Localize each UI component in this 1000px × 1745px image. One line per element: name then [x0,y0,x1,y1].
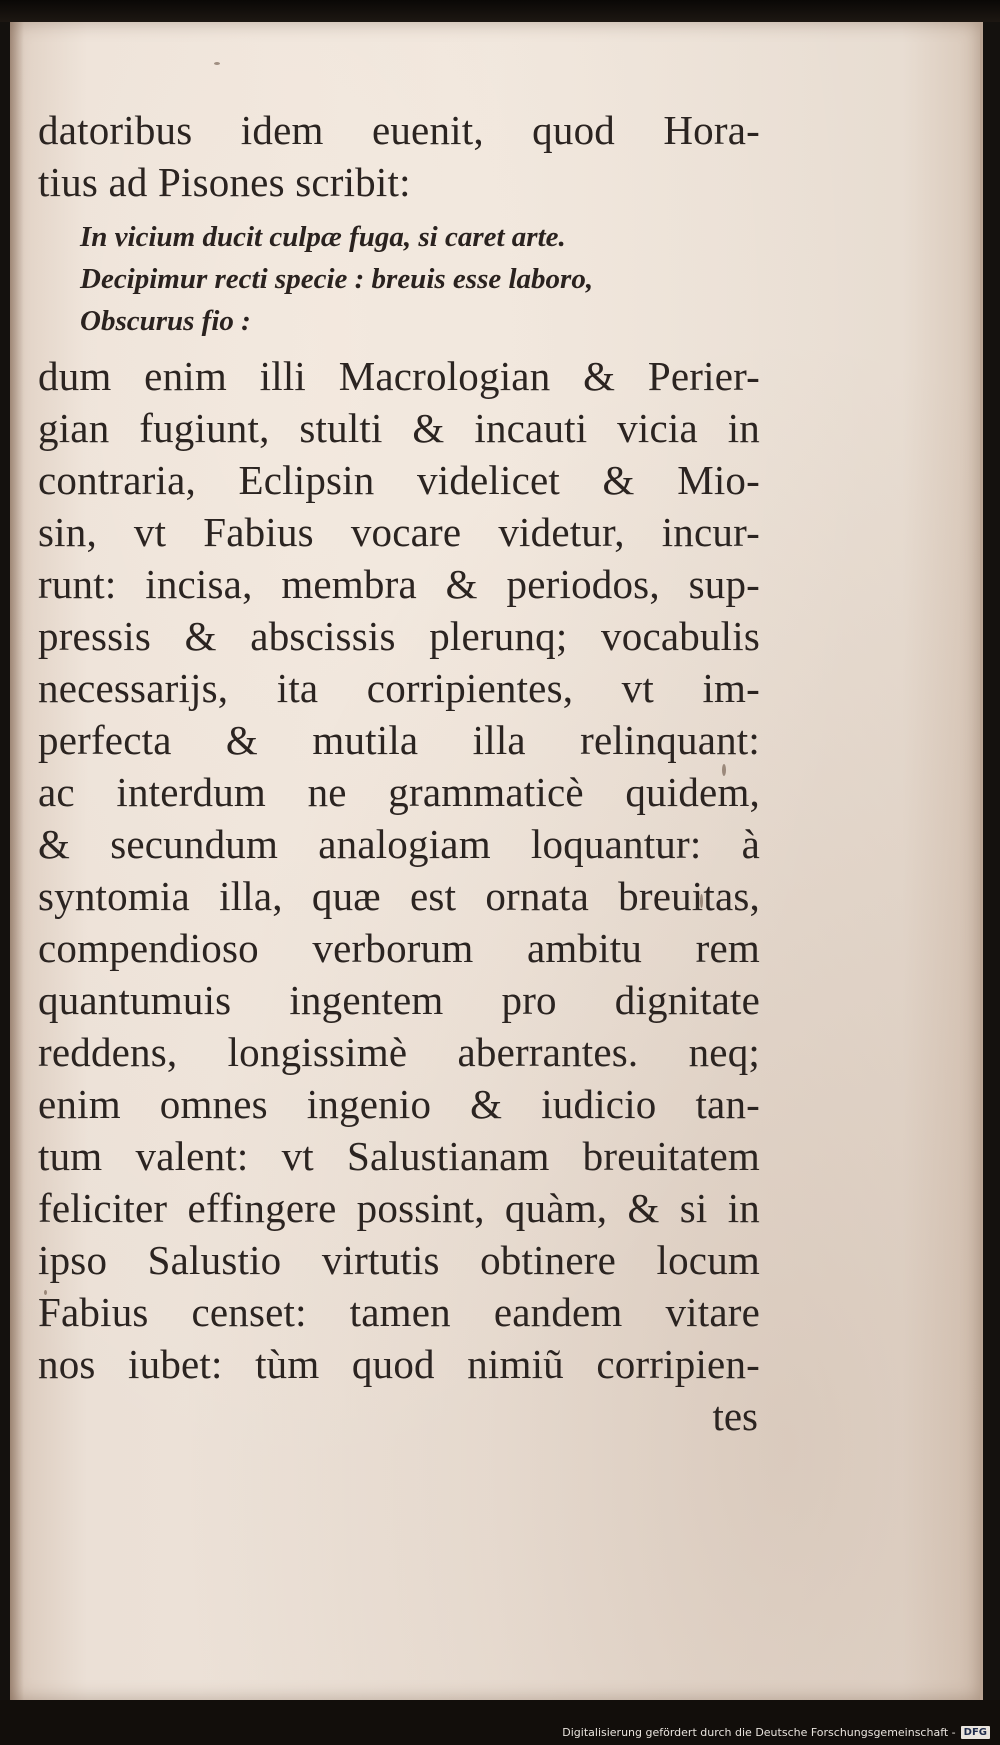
verse-line: In vicium ducit culpæ fuga, si caret arte. [80,221,566,253]
paper-speck [214,62,220,65]
scan-top-edge [0,0,1000,22]
page-gutter-shadow [10,22,24,1700]
text-line: quantumuis ingentem pro dignitate [38,977,760,1023]
verse-quotation [80,216,720,342]
text-line: dum enim illi Macrologian & Perier- [38,353,760,399]
text-line: gian fugiunt, stulti & incauti vicia in [38,405,760,451]
page-text [38,104,760,1442]
text-line: reddens, longissimè aberrantes. neq; [38,1029,760,1075]
verse-line: Decipimur recti specie : breuis esse laboro, [80,263,594,295]
text-line: nos iubet: tùm quod nimiũ corripien- [38,1341,760,1387]
text-line: feliciter effingere possint, quàm, & si in [38,1185,760,1231]
text-line: Fabius censet: tamen eandem vitare [38,1289,760,1335]
text-line: necessarijs, ita corripientes, vt im- [38,665,760,711]
text-line: ac interdum ne grammaticè quidem, [38,769,760,815]
text-line: syntomia illa, quæ est ornata breuitas, [38,873,760,919]
text-line: tius ad Pisones scribit: [38,159,411,205]
text-line: perfecta & mutila illa relinquant: [38,717,760,763]
text-line: enim omnes ingenio & iudicio tan- [38,1081,760,1127]
book-page [10,22,983,1700]
credit-text: Digitalisierung gefördert durch die Deutsche Forschungsgemeinschaft - [562,1725,956,1739]
text-line: tum valent: vt Salustianam breuitatem [38,1133,760,1179]
text-line: pressis & abscissis plerunq; vocabulis [38,613,760,659]
digitization-credit [562,1722,990,1742]
verse-line: Obscurus fio : [80,305,251,337]
text-line: compendioso verborum ambitu rem [38,925,760,971]
text-line: sin, vt Fabius vocare videtur, incur- [38,509,760,555]
text-line: ipso Salustio virtutis obtinere locum [38,1237,760,1283]
text-line: datoribus idem euenit, quod Hora- [38,107,760,153]
text-line: runt: incisa, membra & periodos, sup- [38,561,760,607]
text-line: contraria, Eclipsin videlicet & Mio- [38,457,760,503]
dfg-logo: DFG [961,1726,990,1739]
catchword: tes [712,1393,758,1439]
text-line: & secundum analogiam loquantur: à [38,821,760,867]
